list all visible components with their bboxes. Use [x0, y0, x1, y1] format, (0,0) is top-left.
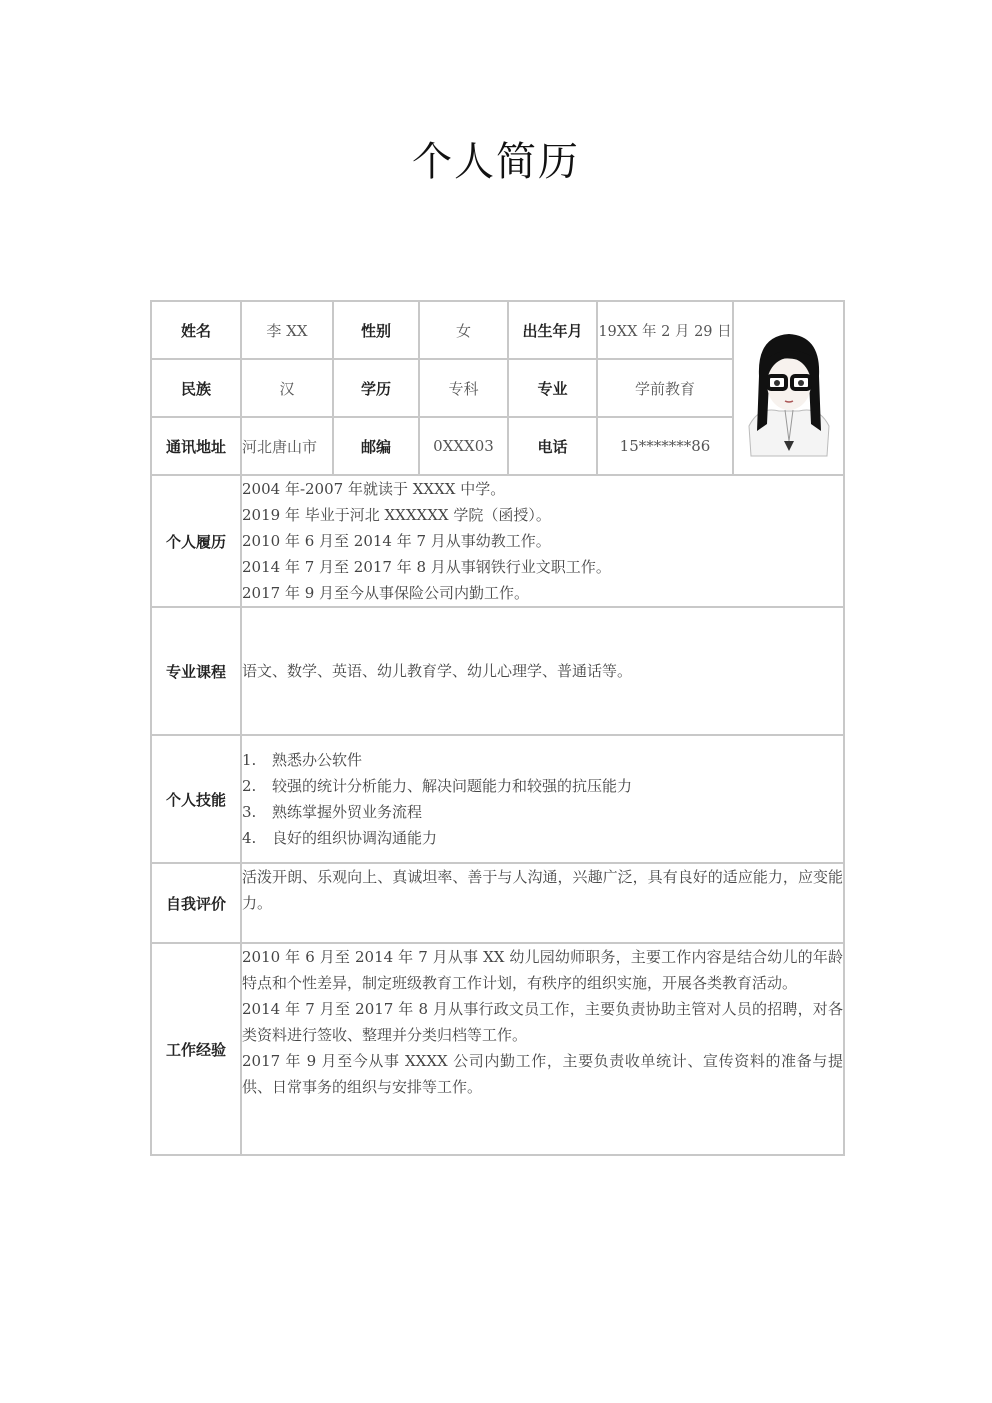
self-eval-text: 活泼开朗、乐观向上、真诚坦率、善于与人沟通，兴趣广泛，具有良好的适应能力，应变能力。	[242, 868, 843, 912]
work-content	[241, 943, 844, 1155]
phone-label: 电话	[508, 417, 597, 475]
table-row	[151, 607, 844, 735]
table-row	[151, 943, 844, 1155]
ethnicity-label: 民族	[151, 359, 241, 417]
table-row	[151, 735, 844, 863]
photo-cell	[733, 301, 844, 475]
history-content	[241, 475, 844, 607]
skill-item: 4. 良好的组织协调沟通能力	[242, 829, 438, 847]
name-label: 姓名	[151, 301, 241, 359]
name-value: 李 XX	[241, 301, 333, 359]
skill-item: 3. 熟练掌握外贸业务流程	[242, 803, 423, 821]
postcode-value: 0XXX03	[419, 417, 508, 475]
address-value: 河北唐山市	[241, 417, 333, 475]
courses-label: 专业课程	[151, 607, 241, 735]
ethnicity-value: 汉	[241, 359, 333, 417]
work-paragraph: 2017 年 9 月至今从事 XXXX 公司内勤工作，主要负责收单统计、宣传资料的准备与提供、日常事务的组织与安排等工作。	[242, 1052, 843, 1096]
history-line: 2014 年 7 月至 2017 年 8 月从事钢铁行业文职工作。	[242, 558, 611, 576]
birth-label: 出生年月	[508, 301, 597, 359]
skill-item: 1. 熟悉办公软件	[242, 751, 363, 769]
skills-content	[241, 735, 844, 863]
birth-value: 19XX 年 2 月 29 日	[597, 301, 733, 359]
skills-label: 个人技能	[151, 735, 241, 863]
resume-table	[150, 300, 845, 1156]
history-line: 2010 年 6 月至 2014 年 7 月从事幼教工作。	[242, 532, 551, 550]
history-line: 2004 年-2007 年就读于 XXXX 中学。	[242, 480, 506, 498]
skill-item: 2. 较强的统计分析能力、解决问题能力和较强的抗压能力	[242, 777, 633, 795]
postcode-label: 邮编	[333, 417, 419, 475]
table-row	[151, 301, 844, 359]
table-row	[151, 863, 844, 943]
major-value: 学前教育	[597, 359, 733, 417]
self-eval-content	[241, 863, 844, 943]
work-paragraph: 2010 年 6 月至 2014 年 7 月从事 XX 幼儿园幼师职务，主要工作内容是结合幼儿的年龄特点和个性差异，制定班级教育工作计划，有秩序的组织实施，开展各类教育活动。	[242, 948, 843, 992]
work-label: 工作经验	[151, 943, 241, 1155]
history-label: 个人履历	[151, 475, 241, 607]
table-row	[151, 475, 844, 607]
history-line: 2019 年 毕业于河北 XXXXXX 学院（函授）。	[242, 506, 551, 524]
phone-value: 15*******86	[597, 417, 733, 475]
education-value: 专科	[419, 359, 508, 417]
self-eval-label: 自我评价	[151, 863, 241, 943]
page-title: 个人简历	[412, 139, 580, 185]
address-label: 通讯地址	[151, 417, 241, 475]
avatar-photo-icon	[739, 306, 839, 466]
work-paragraph: 2014 年 7 月至 2017 年 8 月从事行政文员工作，主要负责协助主管对人员的招聘，对各类资料进行签收、整理并分类归档等工作。	[242, 1000, 843, 1044]
education-label: 学历	[333, 359, 419, 417]
gender-value: 女	[419, 301, 508, 359]
history-line: 2017 年 9 月至今从事保险公司内勤工作。	[242, 584, 530, 602]
gender-label: 性别	[333, 301, 419, 359]
major-label: 专业	[508, 359, 597, 417]
courses-content: 语文、数学、英语、幼儿教育学、幼儿心理学、普通话等。	[241, 607, 844, 735]
